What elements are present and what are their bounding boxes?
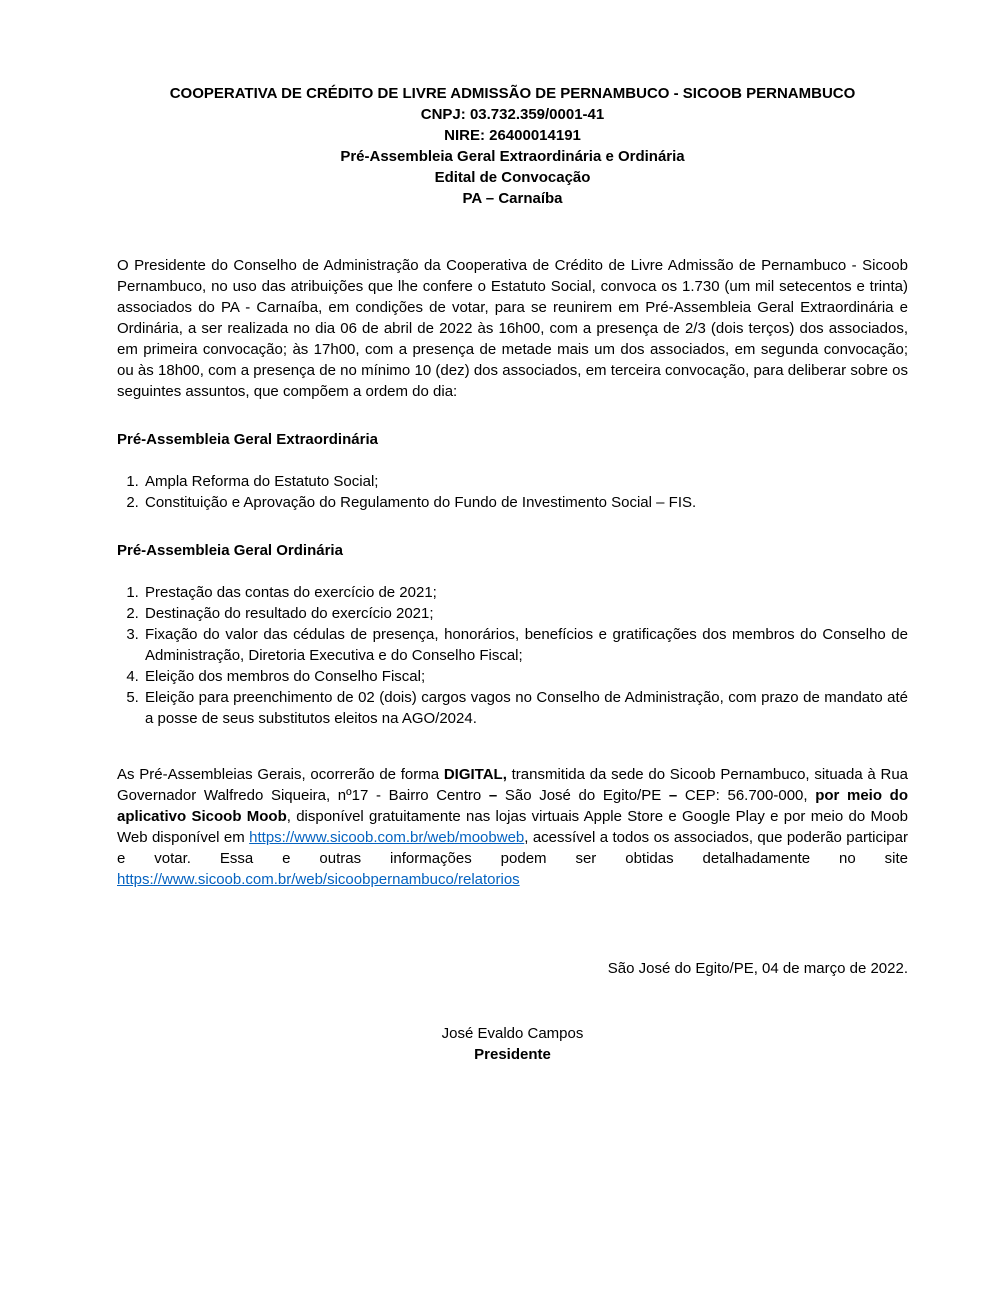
cnpj-line: CNPJ: 03.732.359/0001-41 [420, 106, 605, 123]
org-name: COOPERATIVA DE CRÉDITO DE LIVRE ADMISSÃO DE PERNAMBUCO - SICOOB PERNAMBUCO [169, 85, 856, 102]
digital-text: CEP: 56.700-000, [677, 787, 816, 804]
agenda-item: 1. Prestação das contas do exercício de 2021; [143, 582, 908, 603]
relatorios-link[interactable]: https://www.sicoob.com.br/web/sicoobpernambuco/relatorios [117, 871, 520, 888]
digital-paragraph [117, 764, 908, 890]
agenda-item: 2. Destinação do resultado do exercício 2021; [143, 603, 908, 624]
digital-text: , acessível a todos os associados, que poderão participar e votar. Essa e outras informações podem ser obtidas detalhadamente no site [117, 829, 908, 867]
digital-text: transmitida da sede do Sicoob Pernambuco, situada à Rua Governador Walfredo Siqueira, nº17 - Bairro Centro [117, 766, 908, 804]
pa-line: PA – Carnaíba [462, 190, 563, 207]
agenda-item: 5. Eleição para preenchimento de 02 (dois) cargos vagos no Conselho de Administração, com prazo de mandato até a posse de seus substitutos eleitos na AGO/2024. [143, 687, 908, 729]
agenda-item: 3. Fixação do valor das cédulas de presença, honorários, benefícios e gratificações dos membros do Conselho de Administração, Diretoria Executiva e do Conselho Fiscal; [143, 624, 908, 666]
intro-paragraph: O Presidente do Conselho de Administração da Cooperativa de Crédito de Livre Admissão de Pernambuco - Sicoob Pernambuco, no uso das atribuições que lhe confere o Estatuto Social, convoca os 1.730 (um mil setecentos e trinta) associados do PA - Carnaíba, em condições de votar, para se reunirem em Pré-Assembleia Geral Extraordinária e Ordinária, a ser realizada no dia 06 de abril de 2022 às 16h00, com a presença de 2/3 (dois terços) dos associados, em primeira convocação; às 17h00, com a presença de metade mais um dos associados, em segunda convocação; ou às 18h00, com a presença de no mínimo 10 (dez) dos associados, em terceira convocação, para deliberar sobre os seguintes assuntos, que compõem a ordem do dia: [117, 257, 908, 400]
digital-bold-text: DIGITAL, [443, 766, 507, 783]
assembly-subtitle: Pré-Assembleia Geral Extraordinária e Ordinária [340, 148, 685, 165]
signature-name: José Evaldo Campos [441, 1025, 584, 1042]
agenda-item: 1. Ampla Reforma do Estatuto Social; [143, 471, 908, 492]
digital-bold-text: por meio do aplicativo Sicoob Moob [117, 787, 908, 825]
document-header [117, 83, 908, 209]
agenda-item: 2. Constituição e Aprovação do Regulamento do Fundo de Investimento Social – FIS. [143, 492, 908, 513]
section-title-ordinaria: Pré-Assembleia Geral Ordinária [117, 542, 343, 559]
digital-bold-text: – [668, 787, 678, 804]
agenda-item: 4. Eleição dos membros do Conselho Fiscal; [143, 666, 908, 687]
agenda-list-ordinaria [117, 582, 908, 729]
moobweb-link[interactable]: https://www.sicoob.com.br/web/moobweb [249, 829, 525, 846]
date-place-line: São José do Egito/PE, 04 de março de 2022. [607, 960, 908, 977]
signature-role: Presidente [474, 1046, 551, 1063]
document-page [117, 83, 908, 1065]
digital-text: , disponível gratuitamente nas lojas virtuais Apple Store e Google Play e por meio do Moob Web disponível em [117, 808, 908, 846]
digital-text: As Pré-Assembleias Gerais, ocorrerão de forma [117, 766, 444, 783]
digital-bold-text: – [488, 787, 498, 804]
agenda-list-extraordinaria [117, 471, 908, 513]
doc-title: Edital de Convocação [434, 169, 591, 186]
digital-text: São José do Egito/PE [497, 787, 669, 804]
section-title-extraordinaria: Pré-Assembleia Geral Extraordinária [117, 431, 378, 448]
nire-line: NIRE: 26400014191 [444, 127, 581, 144]
